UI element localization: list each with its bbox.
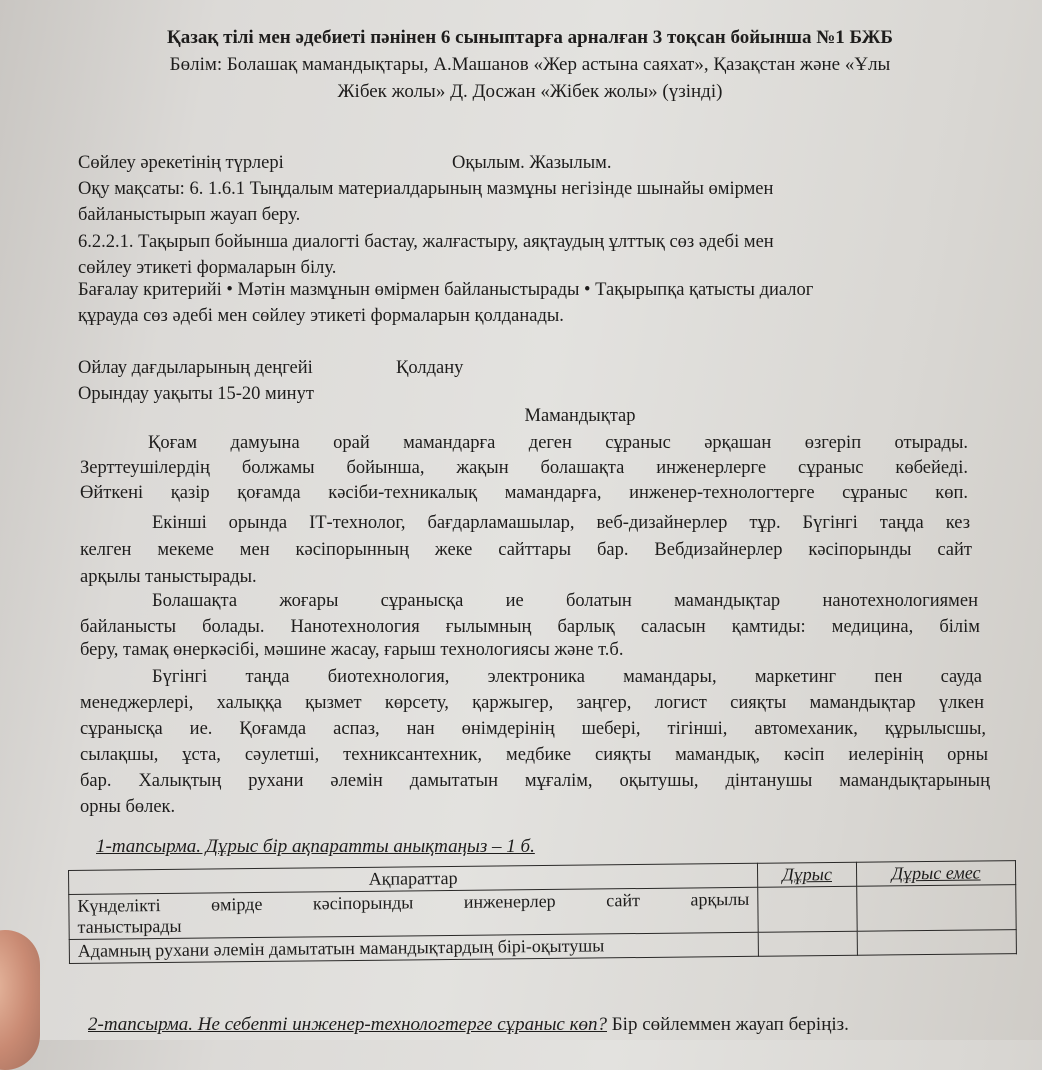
text-line: Бүгінгі таңда биотехнология, электроника мамандары, маркетинг пен сауда [152, 667, 982, 687]
text-line: Болашақта жоғары сұранысқа ие болатын мамандықтар нанотехнологиямен [152, 591, 978, 611]
task2-instruction: Бір сөйлеммен жауап беріңіз. [607, 1014, 849, 1035]
thinking-value: Қолдану [396, 358, 464, 378]
time-line: Орындау уақыты 15-20 минут [78, 384, 314, 404]
text-line: арқылы таныстырады. [80, 567, 257, 587]
criteria-line-1: Бағалау критерийі • Мәтін мазмұнын өмірмен байланыстырады • Тақырыпқа қатысты диалог [78, 280, 814, 300]
task1-table [68, 860, 1017, 964]
section-line-1: Бөлім: Болашақ мамандықтары, А.Машанов «Жер астына саяхат», Қазақстан және «Ұлы [169, 54, 891, 75]
goal-line-4: сөйлеу этикеті формаларын білу. [78, 258, 337, 278]
speech-types-row [78, 150, 968, 176]
row1-statement [69, 887, 758, 939]
row1-line-1: Күнделікті өмірде кәсіпорынды инженерлер сайт арқылы [77, 888, 750, 916]
section-line-2: Жібек жолы» Д. Досжан «Жібек жолы» (үзінді) [337, 81, 723, 102]
speech-types-label: Сөйлеу әрекетінің түрлері [78, 153, 284, 173]
document-header [90, 24, 970, 105]
thinking-label: Ойлау дағдыларының деңгейі [78, 358, 313, 378]
text-line: Зерттеушілердің болжамы бойынша, жақын болашақта инженерлерге сұраныс көбейеді. [80, 458, 968, 478]
task1-title: 1-тапсырма. Дұрыс бір ақпаратты анықтаңыз – 1 б. [96, 836, 535, 857]
document-title: Қазақ тілі мен әдебиеті пәнінен 6 сыныптарға арналған 3 тоқсан бойынша №1 БЖБ [167, 27, 893, 48]
goal-line-2: байланыстырып жауап беру. [78, 205, 301, 225]
task2-line [88, 1014, 849, 1036]
text-line: Өйткені қазір қоғамда кәсіби-техникалық мамандарға, инженер-технологтерге сұраныс көп. [80, 483, 968, 503]
finger-edge [0, 930, 40, 1070]
text-heading: Мамандықтар [524, 406, 636, 426]
row1-line-2: таныстырады [77, 915, 182, 937]
text-line: орны бөлек. [80, 797, 176, 817]
speech-types-value: Оқылым. Жазылым. [452, 153, 612, 173]
thinking-row [78, 355, 968, 381]
criteria-line-2: құрауда сөз әдебі мен сөйлеу этикеті формаларын қолданады. [78, 306, 564, 326]
text-line: Қоғам дамуына орай мамандарға деген сұраныс әрқашан өзгеріп отырады. [148, 433, 968, 453]
row1-true-cell[interactable] [758, 886, 857, 932]
row1-false-cell[interactable] [857, 885, 1016, 932]
text-line: бар. Халықтың рухани әлемін дамытатын мұғалім, оқытушы, дінтанушы мамандықтарының [80, 771, 990, 791]
text-line: беру, тамақ өнеркәсібі, мәшине жасау, ғарыш технологиясы және т.б. [80, 640, 624, 660]
row2-statement: Адамның рухани әлемін дамытатын мамандықтардың бірі-оқытушы [69, 932, 758, 963]
goal-line-1: Оқу мақсаты: 6. 1.6.1 Тыңдалым материалдарының мазмұны негізінде шынайы өмірмен [78, 179, 774, 199]
text-line: байланысты болады. Нанотехнология ғылымның барлық саласын қамтиды: медицина, білім [80, 617, 980, 637]
text-line: Екінші орында ІТ-технолог, бағдарламашылар, веб-дизайнерлер тұр. Бүгінгі таңда кез [152, 513, 970, 533]
text-line: келген мекеме мен кәсіпорынның жеке сайттары бар. Вебдизайнерлер кәсіпорынды сайт [80, 540, 972, 560]
col-false-header: Дұрыс емес [856, 861, 1015, 887]
task2-title: 2-тапсырма. Не себепті инженер-технологтерге сұраныс көп? [88, 1014, 608, 1035]
row2-true-cell[interactable] [758, 931, 857, 956]
col-true-header: Дұрыс [757, 862, 856, 887]
text-line: сылақшы, ұста, сәулетші, техниксантехник, медбике сияқты мамандық, кәсіп иелерінің орны [80, 745, 988, 765]
row2-false-cell[interactable] [857, 930, 1016, 956]
text-line: менеджерлері, халыққа қызмет көрсету, қаржыгер, заңгер, логист сияқты мамандықтар үлкен [80, 693, 984, 713]
col-info-header: Ақпараттар [69, 863, 758, 894]
goal-line-3: 6.2.2.1. Тақырып бойынша диалогті бастау, жалғастыру, аяқтаудың ұлттық сөз әдебі мен [78, 232, 774, 252]
text-line: сұранысқа ие. Қоғамда аспаз, нан өнімдерінің шебері, тігінші, автомеханик, құрылысшы, [80, 719, 986, 739]
